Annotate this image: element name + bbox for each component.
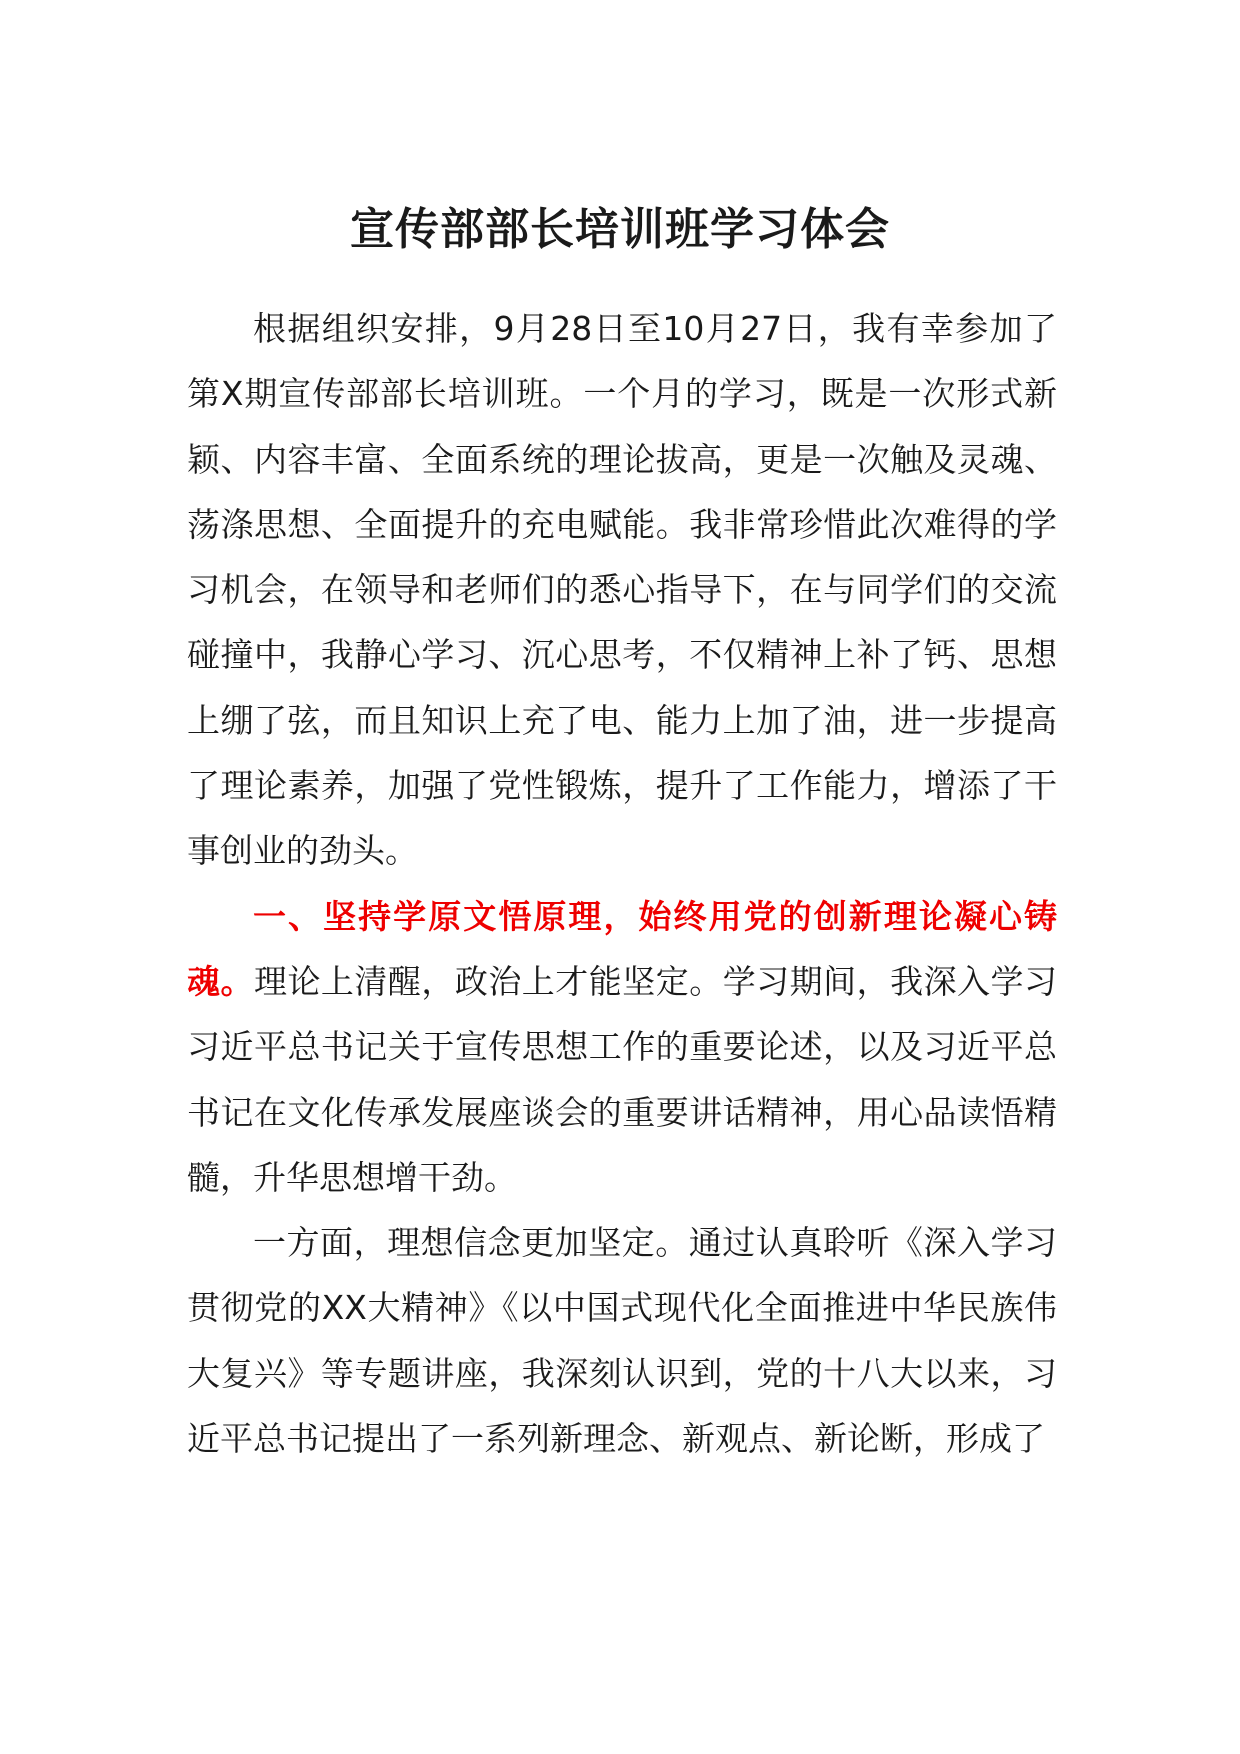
document-title: 宣传部部长培训班学习体会 [350, 204, 890, 255]
intro-paragraph: 根据组织安排，9月28日至10月27日，我有幸参加了第X期宣传部部长培训班。一个月的学习，既是一次形式新颖、内容丰富、全面系统的理论拔高，更是一次触及灵魂、荡涤思想、全面提升的充电赋能。我非常珍惜此次难得的学习机会，在领导和老师们的悉心指导下，在与同学们的交流碰撞中，我静心学习、沉心思考，不仅精神上补了钙、思想上绷了弦，而且知识上充了电、能力上加了油，进一步提高了理论素养，加强了党性锻炼，提升了工作能力，增添了干事创业的劲头。 [187, 309, 1057, 871]
document-body [187, 296, 1057, 1471]
section-1-paragraph [187, 884, 1057, 1210]
section-1-heading: 一、坚持学原文悟原理，始终用党的创新理论凝心铸魂。 [187, 896, 1057, 1001]
section-1-body: 理论上清醒，政治上才能坚定。学习期间，我深入学习习近平总书记关于宣传思想工作的重要论述，以及习近平总书记在文化传承发展座谈会的重要讲话精神，用心品读悟精髓，升华思想增干劲。 [187, 961, 1058, 1197]
section-1-point-1-paragraph: 一方面，理想信念更加坚定。通过认真聆听《深入学习贯彻党的XX大精神》《以中国式现代化全面推进中华民族伟大复兴》等专题讲座，我深刻认识到，党的十八大以来，习近平总书记提出了一系列新理念、新观点、新论断，形成了 [187, 1223, 1057, 1459]
